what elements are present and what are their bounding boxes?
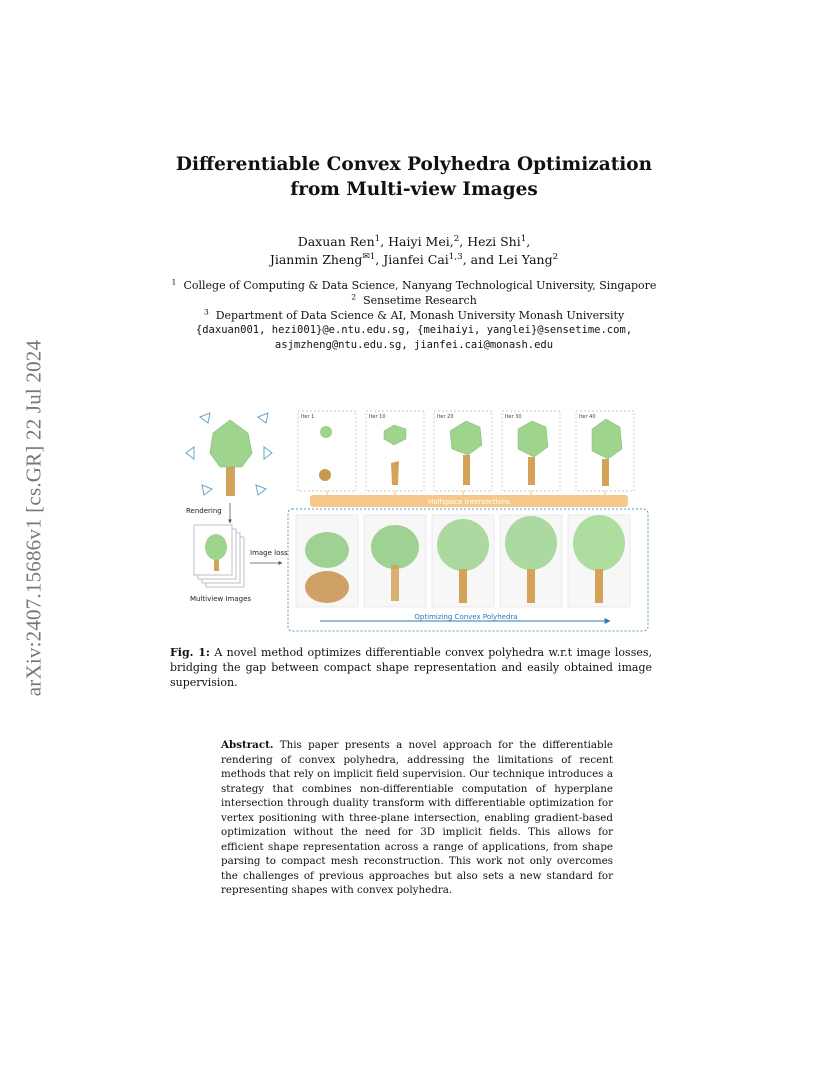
source-tree <box>210 420 252 496</box>
arxiv-identifier: arXiv:2407.15686v1 [cs.GR] 22 Jul 2024 <box>21 339 46 697</box>
title-line-1: Differentiable Convex Polyhedra Optimization <box>175 154 653 175</box>
abstract-label: Abstract. <box>221 739 274 751</box>
affiliation-text: Department of Data Science & AI, Monash University Monash University <box>215 309 625 322</box>
affiliation-2 <box>0 293 828 308</box>
author-name: Jianfei Cai <box>383 252 449 267</box>
figure-1 <box>170 405 660 633</box>
affil-sup: 1 <box>171 277 177 287</box>
iter-label: Iter 1 <box>301 414 315 420</box>
figure-caption <box>170 645 652 690</box>
author-list <box>0 233 828 269</box>
multiview-label: Multiview Images <box>190 595 252 603</box>
author-affil-sup: 1,3 <box>448 251 463 262</box>
author-line-1: Daxuan Ren$^1$, Haiyi Mei,$^2$, Hezi Shi$^1$, <box>297 233 531 249</box>
author-name: Daxuan Ren <box>297 234 375 249</box>
rendering-label: Rendering <box>186 507 222 515</box>
affil-sup: 3 <box>203 307 209 317</box>
affiliations <box>0 278 828 353</box>
iter-label: Iter 30 <box>505 414 522 420</box>
author-affil-sup: 1 <box>374 233 381 244</box>
image-loss-label: Image loss <box>250 549 288 557</box>
iter-label: Iter 20 <box>437 414 454 420</box>
affiliation-1 <box>0 278 828 293</box>
iteration-row <box>298 411 634 491</box>
paper-title <box>0 152 828 202</box>
author-name: and Lei Yang <box>470 252 553 267</box>
author-affil-sup: 2 <box>552 251 559 262</box>
author-affil-sup: 2 <box>453 233 460 244</box>
band-connectors <box>327 491 605 495</box>
iter-label: Iter 40 <box>579 414 596 420</box>
author-name: Jianmin Zheng <box>269 252 363 267</box>
abstract <box>221 738 613 898</box>
optimizing-label: Optimizing Convex Polyhedra <box>414 613 518 621</box>
halfspace-label: Halfspace intersections <box>428 498 510 506</box>
abstract-text: This paper presents a novel approach for the differentiable rendering of convex polyhedra, addressing the limitations of recent methods that rely on implicit field supervision. Our technique introduces a strategy that combines non-differentiable computation of hyperplane intersection through duality transform with differentiable optimization for vertex positioning with three-plane intersection, enabling gradient-based optimization without the need for 3D implicit fields. This allows for efficient shape representation across a range of applications, from shape parsing to compact mesh reconstruction. This work not only overcomes the challenges of previous approaches but also sets a new standard for representing shapes with convex polyhedra. <box>221 739 613 896</box>
author-affil-sup: ✉1 <box>362 251 376 262</box>
title-line-2: from Multi-view Images <box>290 179 538 200</box>
author-name: Hezi Shi <box>467 234 521 249</box>
email-line-2: asjmzheng@ntu.edu.sg, jianfei.cai@monash.edu <box>274 339 554 351</box>
author-name: Haiyi Mei, <box>388 234 454 249</box>
affiliation-3 <box>0 308 828 323</box>
affil-sup: 2 <box>351 292 357 302</box>
author-line-2: Jianmin Zheng$^{✉1}$, Jianfei Cai$^{1,3}$, and Lei Yang$^2$ <box>269 251 559 267</box>
render-row <box>296 515 630 607</box>
affiliation-text: College of Computing & Data Science, Nanyang Technological University, Singapore <box>183 279 657 292</box>
iter-label: Iter 10 <box>369 414 386 420</box>
caption-label: Fig. 1: <box>170 646 210 659</box>
multiview-images <box>194 525 244 587</box>
author-affil-sup: 1 <box>520 233 527 244</box>
affiliation-text: Sensetime Research <box>363 294 477 307</box>
email-line-1: {daxuan001, hezi001}@e.ntu.edu.sg, {meihaiyi, yanglei}@sensetime.com, <box>195 324 633 336</box>
caption-text: A novel method optimizes differentiable convex polyhedra w.r.t image losses, bridging the gap between compact shape representation and easily obtained image supervision. <box>170 646 652 689</box>
